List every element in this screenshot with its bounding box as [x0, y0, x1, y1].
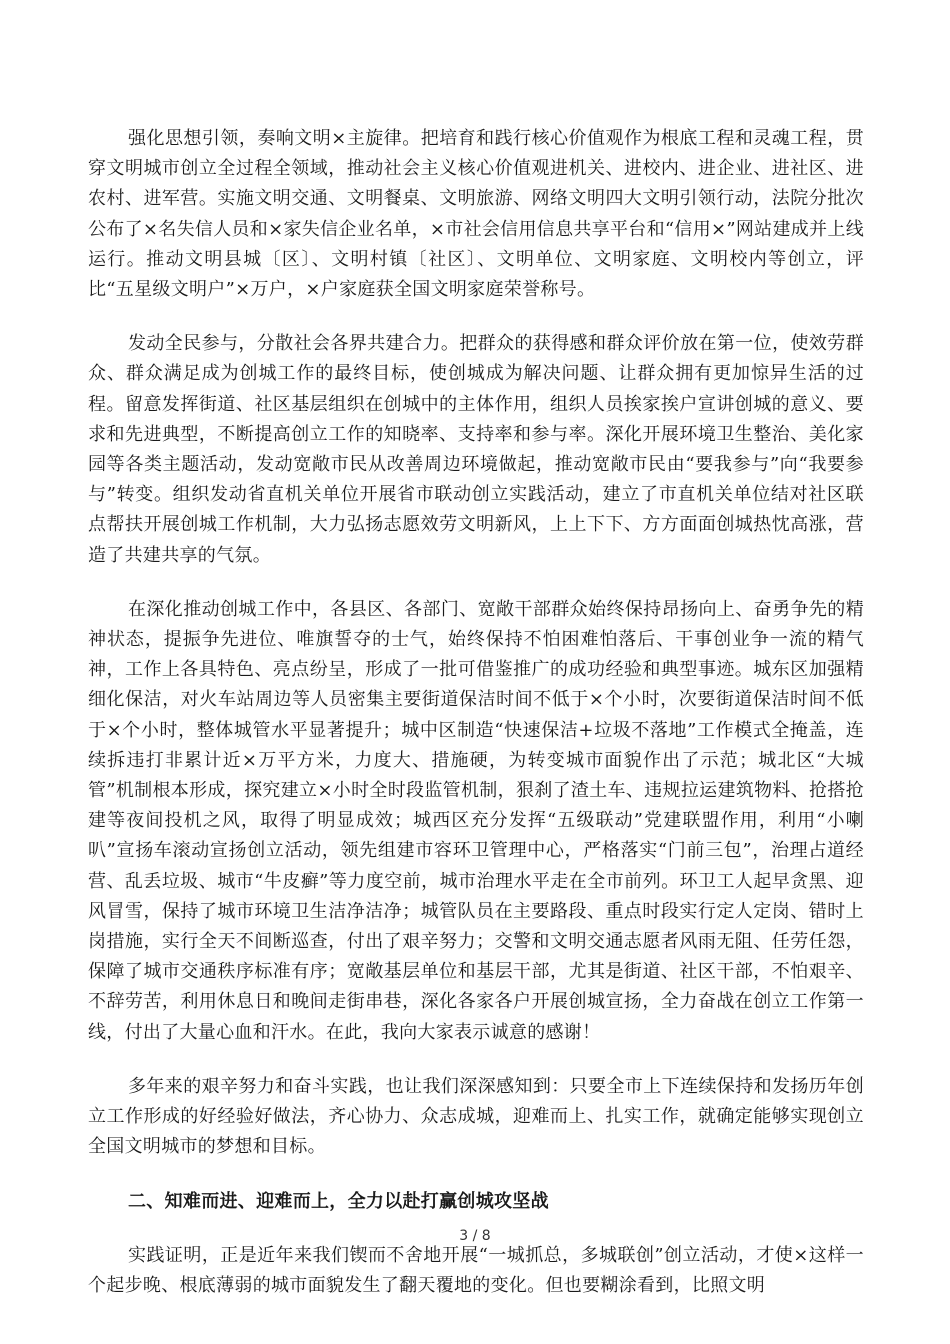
section-heading: 二、知难而进、迎难而上，全力以赴打赢创城攻坚战	[128, 1190, 549, 1212]
paragraph-practice-proves: 实践证明，正是近年来我们锲而不舍地开展“一城抓总，多城联创”创立活动，才使×这样一个起步晚、根底薄弱的城市面貌发生了翻天覆地的变化。但也要糊涂看到，比照文明	[88, 1244, 864, 1296]
page-number: 3 / 8	[459, 1228, 491, 1244]
document-body	[88, 124, 864, 1301]
paragraph-public-participation: 发动全民参与，分散社会各界共建合力。把群众的获得感和群众评价放在第一位，使效劳群众、群众满足成为创城工作的最终目标，使创城成为解决问题、让群众拥有更加惊异生活的过程。留意发挥街道、社区基层组织在创城中的主体作用，组织人员挨家挨户宣讲创城的意义、要求和先进典型，不断提高创立工作的知晓率、支持率和参与率。深化开展环境卫生整治、美化家园等各类主题活动，发动宽敞市民从改善周边环境做起，推动宽敞市民由“要我参与”向“我要参与”转变。组织发动省直机关单位开展省市联动创立实践活动，建立了市直机关单位结对社区联点帮扶开展创城工作机制，大力弘扬志愿效劳文明新风，上上下下、方方面面创城热忱高涨，营造了共建共享的气氛。	[88, 333, 864, 566]
paragraph-experience-summary: 多年来的艰辛努力和奋斗实践，也让我们深深感知到：只要全市上下连续保持和发扬历年创立工作形成的好经验好做法，齐心协力、众志成城，迎难而上、扎实工作，就确定能够实现创立全国文明城市的梦想和目标。	[88, 1075, 864, 1158]
paragraph-district-achievements: 在深化推动创城工作中，各县区、各部门、宽敞干部群众始终保持昂扬向上、奋勇争先的精神状态，提振争先进位、唯旗誓夺的士气，始终保持不怕困难怕落后、干事创业争一流的精气神，工作上各具特色、亮点纷呈，形成了一批可借鉴推广的成功经验和典型事迹。城东区加强精细化保洁，对火车站周边等人员密集主要街道保洁时间不低于×个小时，次要街道保洁时间不低于×个小时，整体城管水平显著提升；城中区制造“快速保洁+垃圾不落地”工作模式全掩盖，连续拆违打非累计近×万平方米，力度大、措施硬，为转变城市面貌作出了示范；城北区“大城管”机制根本形成，探究建立×小时全时段监管机制，狠刹了渣土车、违规拉运建筑物料、抢搭抢建等夜间投机之风，取得了明显成效；城西区充分发挥“五级联动”党建联盟作用，利用“小喇叭”宣扬车滚动宣扬创立活动，领先组建市容环卫管理中心，严格落实“门前三包”，治理占道经营、乱丢垃圾、城市“牛皮癣”等力度空前，城市治理水平走在全市前列。环卫工人起早贪黑、迎风冒雪，保持了城市环境卫生洁净洁净；城管队员在主要路段、重点时段实行定人定岗、错时上岗措施，实行全天不间断巡查，付出了艰辛努力；交警和文明交通志愿者风雨无阻、任劳任怨，保障了城市交通秩序标准有序；宽敞基层单位和基层干部，尤其是街道、社区干部，不怕艰辛、不辞劳苦，利用休息日和晚间走街串巷，深化各家各户开展创城宣扬，全力奋战在创立工作第一线，付出了大量心血和汗水。在此，我向大家表示诚意的感谢！	[88, 598, 864, 1043]
paragraph-civilization-guidance: 强化思想引领，奏响文明×主旋律。把培育和践行核心价值观作为根底工程和灵魂工程，贯穿文明城市创立全过程全领域，推动社会主义核心价值观进机关、进校内、进企业、进社区、进农村、进军营。实施文明交通、文明餐桌、文明旅游、网络文明四大文明引领行动，法院分批次公布了×名失信人员和×家失信企业名单，×市社会信用信息共享平台和“信用×”网站建成并上线运行。推动文明县城〔区〕、文明村镇〔社区〕、文明单位、文明家庭、文明校内等创立，评比“五星级文明户”×万户，×户家庭获全国文明家庭荣誉称号。	[88, 128, 864, 301]
